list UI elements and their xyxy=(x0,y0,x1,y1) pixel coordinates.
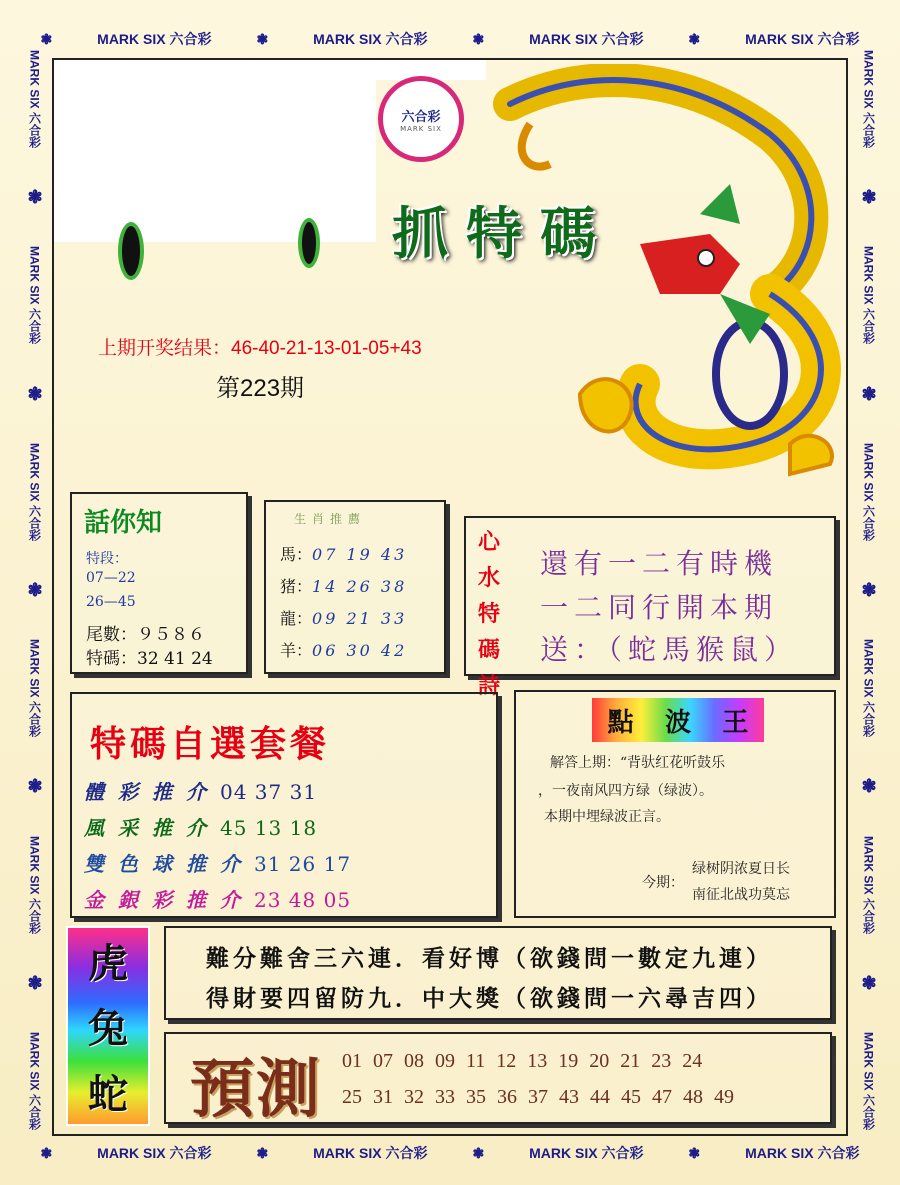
border-text: MARK SIX 六合彩 xyxy=(861,50,876,149)
border-flower-icon: ❃ xyxy=(861,383,877,404)
package-row xyxy=(84,848,351,877)
logo-subtext: MARK SIX xyxy=(400,124,442,133)
dragon-illustration xyxy=(470,64,850,484)
package-label: 金銀彩推介 xyxy=(84,888,254,912)
poem-line: 送：（蛇馬猴鼠） xyxy=(540,633,799,666)
zodiac-char: 蛇 xyxy=(88,1070,128,1118)
border-flower-icon: ❃ xyxy=(40,1144,53,1161)
border-text: MARK SIX 六合彩 xyxy=(97,31,212,47)
border-text: MARK SIX 六合彩 xyxy=(745,31,860,47)
border-text: MARK SIX 六合彩 xyxy=(529,31,644,47)
package-nums: 31 26 17 xyxy=(254,852,352,876)
hint-line: 26—45 xyxy=(86,594,136,610)
zodiac-row xyxy=(280,542,407,565)
zodiac-label: 龍： xyxy=(280,609,313,628)
border-text: MARK SIX 六合彩 xyxy=(27,50,42,149)
border-text: MARK SIX 六合彩 xyxy=(861,246,876,345)
blank-area xyxy=(54,60,376,242)
zodiac-label: 猪： xyxy=(280,577,313,596)
border-flower-icon: ❃ xyxy=(861,187,877,208)
poem-line: 一二同行開本期 xyxy=(540,591,779,624)
wave-heading-char: 王 xyxy=(722,707,749,738)
zodiac-label: 馬： xyxy=(280,545,313,564)
border-text: MARK SIX 六合彩 xyxy=(27,639,42,738)
border-flower-icon: ❃ xyxy=(40,30,53,47)
hint-heading: 話你知 xyxy=(84,508,163,538)
wave-line: 本期中埋绿波正言。 xyxy=(544,809,670,825)
zodiac-column xyxy=(66,926,150,1126)
hint-line: 尾數：９５８６ xyxy=(86,625,205,645)
zodiac-label: 羊： xyxy=(280,641,313,660)
border-flower-icon: ❃ xyxy=(27,972,43,993)
border-flower-icon: ❃ xyxy=(472,30,485,47)
decorative-blob xyxy=(118,222,144,280)
border-flower-icon: ❃ xyxy=(27,383,43,404)
border-text: MARK SIX 六合彩 xyxy=(313,31,428,47)
period-number: 第223期 xyxy=(216,375,305,402)
border-text: MARK SIX 六合彩 xyxy=(529,1145,644,1161)
poem-line: 還有一二有時機 xyxy=(540,547,779,580)
border-bottom xyxy=(18,1140,882,1166)
border-flower-icon: ❃ xyxy=(688,1144,701,1161)
last-result: 上期开奖结果：46-40-21-13-01-05+43 xyxy=(98,338,422,359)
zodiac-char: 虎 xyxy=(88,940,128,988)
border-right xyxy=(856,30,882,1150)
zodiac-nums: 14 26 38 xyxy=(312,577,408,596)
logo-text: 六合彩 xyxy=(401,109,441,125)
package-label: 雙色球推介 xyxy=(84,852,254,876)
wave-today-line: 南征北战功莫忘 xyxy=(692,887,790,903)
border-text: MARK SIX 六合彩 xyxy=(27,835,42,934)
package-nums: 45 13 18 xyxy=(220,816,318,840)
tips-line: 得財要四留防九．中大獎（欲錢問一六尋吉四） xyxy=(206,985,773,1012)
zodiac-pick-box xyxy=(264,500,446,674)
hint-box xyxy=(70,492,248,674)
package-box xyxy=(70,692,498,918)
border-text: MARK SIX 六合彩 xyxy=(861,835,876,934)
prediction-numbers: 01 07 08 09 11 12 13 19 20 21 23 24 xyxy=(342,1050,703,1072)
border-flower-icon: ❃ xyxy=(256,1144,269,1161)
border-text: MARK SIX 六合彩 xyxy=(27,442,42,541)
border-flower-icon: ❃ xyxy=(688,30,701,47)
zodiac-row xyxy=(280,638,407,661)
package-label: 體彩推介 xyxy=(84,780,220,804)
border-text: MARK SIX 六合彩 xyxy=(861,442,876,541)
zodiac-row xyxy=(280,606,407,629)
border-text: MARK SIX 六合彩 xyxy=(27,246,42,345)
border-flower-icon: ❃ xyxy=(861,579,877,600)
border-flower-icon: ❃ xyxy=(27,187,43,208)
package-heading: 特碼自選套餐 xyxy=(90,723,331,765)
wave-line: ，一夜南风四方绿（绿波）。 xyxy=(538,783,713,799)
poem-side-label: 心水特碼詩 xyxy=(477,529,500,699)
wave-heading-char: 點 xyxy=(607,707,634,738)
border-flower-icon: ❃ xyxy=(27,579,43,600)
page-title: 抓特碼 xyxy=(392,201,614,267)
border-text: MARK SIX 六合彩 xyxy=(313,1145,428,1161)
package-nums: 23 48 05 xyxy=(254,888,352,912)
package-row xyxy=(84,776,317,805)
wave-heading-char: 波 xyxy=(664,707,691,738)
hint-line: 特段： xyxy=(86,551,128,567)
wave-box xyxy=(514,690,836,918)
prediction-heading: 預測 xyxy=(190,1052,322,1127)
hint-line: 07—22 xyxy=(86,570,136,586)
package-row xyxy=(84,884,351,913)
package-nums: 04 37 31 xyxy=(220,780,318,804)
zodiac-nums: 07 19 43 xyxy=(312,545,408,564)
zodiac-char: 兔 xyxy=(88,1005,128,1053)
package-row xyxy=(84,812,317,841)
zodiac-row xyxy=(280,574,407,597)
border-flower-icon: ❃ xyxy=(861,776,877,797)
wave-today-line: 绿树阴浓夏日长 xyxy=(692,861,790,877)
wave-heading xyxy=(592,698,764,742)
border-text: MARK SIX 六合彩 xyxy=(27,1031,42,1130)
border-left xyxy=(22,30,48,1150)
border-flower-icon: ❃ xyxy=(861,972,877,993)
zodiac-nums: 09 21 33 xyxy=(312,609,408,628)
prediction-numbers: 25 31 32 33 35 36 37 43 44 45 47 48 49 xyxy=(342,1086,734,1108)
poem-box xyxy=(464,516,836,699)
package-label: 風采推介 xyxy=(84,816,220,840)
border-flower-icon: ❃ xyxy=(256,30,269,47)
border-text: MARK SIX 六合彩 xyxy=(861,639,876,738)
zodiac-nums: 06 30 42 xyxy=(312,641,408,660)
mark-six-logo xyxy=(378,76,464,162)
decorative-blob xyxy=(298,218,320,268)
border-text: MARK SIX 六合彩 xyxy=(97,1145,212,1161)
tips-line: 難分難舍三六連．看好博（欲錢問一數定九連） xyxy=(206,945,773,972)
wave-today-label: 今期： xyxy=(642,875,684,891)
border-flower-icon: ❃ xyxy=(27,776,43,797)
prediction-box xyxy=(164,1032,832,1127)
wave-line: 解答上期：“背驮红花听鼓乐 xyxy=(550,755,726,771)
border-text: MARK SIX 六合彩 xyxy=(861,1031,876,1130)
border-text: MARK SIX 六合彩 xyxy=(745,1145,860,1161)
zodiac-pick-heading: 生肖推薦 xyxy=(294,512,367,526)
border-flower-icon: ❃ xyxy=(472,1144,485,1161)
hint-line: 特碼：32 41 24 xyxy=(86,649,213,669)
border-top xyxy=(18,26,882,52)
tips-box xyxy=(164,926,832,1020)
